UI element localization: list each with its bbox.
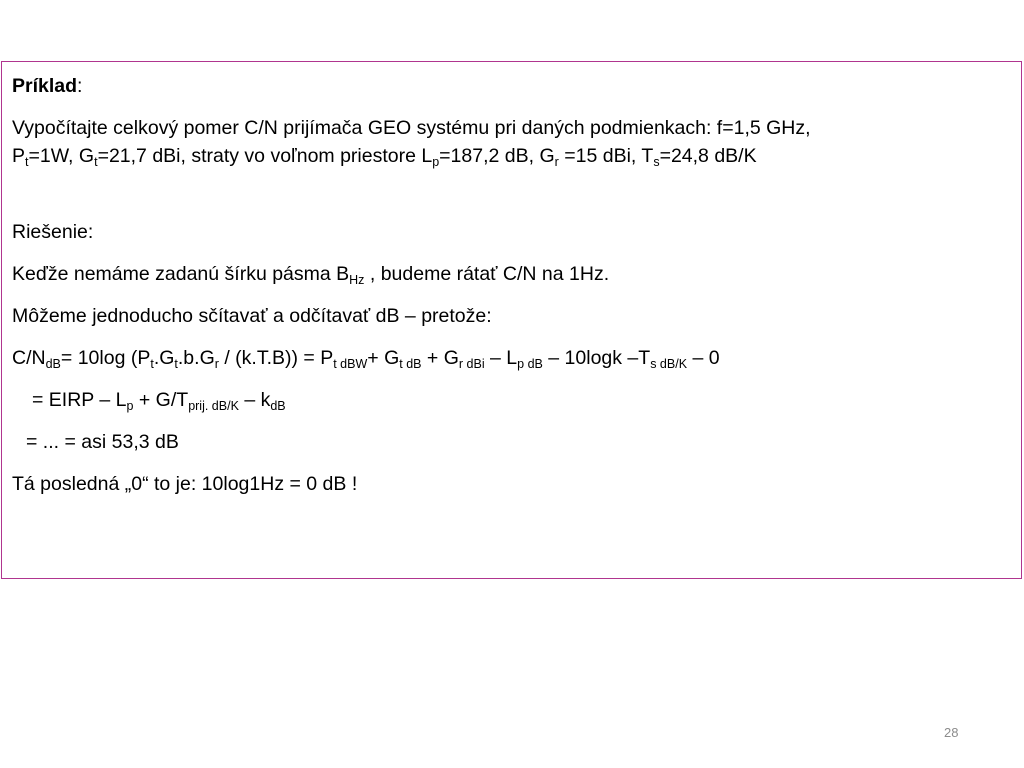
formula-subscript: prij. dB/K (188, 399, 239, 413)
bandwidth-line (12, 260, 1012, 288)
task-text: =187,2 dB, G (439, 145, 555, 167)
formula-subscript: dB (270, 399, 286, 413)
example-heading (12, 72, 1012, 100)
page-number: 28 (944, 725, 959, 740)
formula-text: = EIRP – L (32, 389, 127, 411)
formula-line-1 (12, 344, 1012, 372)
task-text: =24,8 dB/K (659, 145, 757, 167)
formula-text: + G (421, 347, 459, 369)
formula-subscript: dB (45, 357, 61, 371)
result-line: = ... = asi 53,3 dB (26, 431, 179, 453)
formula-subscript: p dB (517, 357, 543, 371)
formula-subscript: r dBi (458, 357, 485, 371)
formula-text: – 10logk –T (542, 347, 651, 369)
formula-subscript: t dBW (333, 357, 368, 371)
bandwidth-text: , budeme rátať C/N na 1Hz. (364, 263, 610, 285)
task-text: P (12, 145, 26, 167)
task-subscript: t (25, 155, 29, 169)
task-subscript: t (94, 155, 98, 169)
formula-text: + G/T (133, 389, 189, 411)
formula-text: .G (153, 347, 175, 369)
task-subscript: p (432, 155, 440, 169)
example-box (1, 61, 1022, 579)
formula-text: = 10log (P (60, 347, 151, 369)
formula-subscript: t dB (399, 357, 422, 371)
formula-text: – 0 (687, 347, 720, 369)
formula-subscript: p (126, 399, 134, 413)
task-line-2 (12, 142, 1012, 170)
formula-text: / (k.T.B)) = P (218, 347, 334, 369)
closing-line: Tá posledná „0“ to je: 10log1Hz = 0 dB ! (12, 473, 358, 495)
formula-text: – L (484, 347, 518, 369)
task-text: =1W, G (28, 145, 95, 167)
bandwidth-text: Keďže nemáme zadanú šírku pásma B (12, 263, 350, 285)
task-line-1: Vypočítajte celkový pomer C/N prijímača GEO systému pri daných podmienkach: f=1,5 GHz, (12, 117, 811, 139)
task-text: =21,7 dBi, straty vo voľnom priestore L (97, 145, 433, 167)
formula-text: – k (238, 389, 271, 411)
example-heading-colon: : (77, 75, 83, 97)
formula-subscript: s dB/K (650, 357, 688, 371)
formula-line-2 (12, 386, 1012, 414)
formula-text: .b.G (177, 347, 215, 369)
solution-label: Riešenie: (12, 221, 94, 243)
task-text: =15 dBi, T (558, 145, 654, 167)
formula-subscript: r (214, 357, 219, 371)
formula-subscript: t (174, 357, 178, 371)
bandwidth-subscript: Hz (349, 273, 365, 287)
formula-subscript: t (150, 357, 154, 371)
task-subscript: r (554, 155, 559, 169)
formula-text: + G (367, 347, 400, 369)
formula-text: C/N (12, 347, 46, 369)
example-heading-label: Príklad (12, 75, 78, 97)
example-content (12, 72, 1012, 498)
task-subscript: s (653, 155, 660, 169)
db-note-line: Môžeme jednoducho sčítavať a odčítavať dB – pretože: (12, 305, 492, 327)
